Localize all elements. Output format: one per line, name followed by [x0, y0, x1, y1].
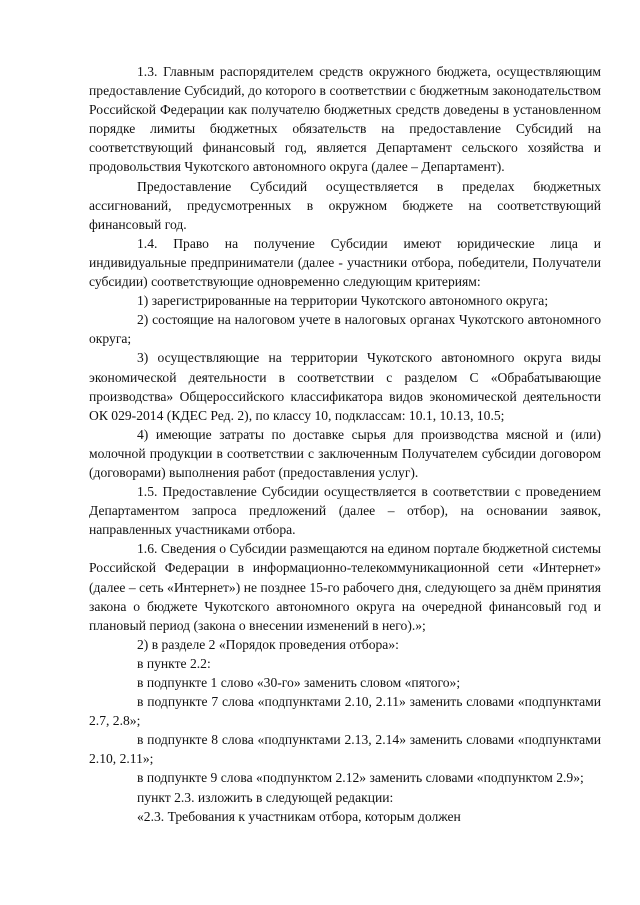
- criterion-2: 2) состоящие на налоговом учете в налоговых органах Чукотского автономного округа;: [89, 312, 601, 347]
- paragraph-1-6: 1.6. Сведения о Субсидии размещаются на едином портале бюджетной системы Российской Федерации в информационно-телекоммуникационной сети «Интернет» (далее – сеть «Интернет») не позднее 15-го рабочего дня, следующего за днём принятия закона о бюджете Чукотского автономного округа на очередной финансовый год и плановый период (закона о внесении изменений в него).»;: [89, 541, 601, 633]
- paragraph-1-3: 1.3. Главным распорядителем средств окружного бюджета, осуществляющим предоставление Субсидий, до которого в соответствии с бюджетным законодательством Российской Федерации как получателю бюджетных средств доведены в установленном порядке лимиты бюджетных обязательств на предоставление Субсидий на соответствующий финансовый год, является Департамент сельского хозяйства и продовольствия Чукотского автономного округа (далее – Департамент).: [89, 64, 601, 175]
- amendment-subitem-8: в подпункте 8 слова «подпунктами 2.13, 2.14» заменить словами «подпунктами 2.10, 2.11»;: [89, 732, 601, 767]
- document-page: [89, 62, 601, 826]
- criterion-4: 4) имеющие затраты по доставке сырья для производства мясной и (или) молочной продукции в соответствии с заключенным Получателем субсидии договором (договорами) выполнения работ (предоставления услуг).: [89, 426, 601, 480]
- amendment-item-2-3: пункт 2.3. изложить в следующей редакции:: [137, 789, 394, 805]
- paragraph-1-4: 1.4. Право на получение Субсидии имеют юридические лица и индивидуальные предприниматели (далее - участники отбора, победители, Получатели субсидии) соответствующие одновременно следующим критериям:: [89, 235, 601, 290]
- criterion-1: 1) зарегистрированные на территории Чукотского автономного округа;: [137, 293, 549, 309]
- paragraph-subsidy-budget: Предоставление Субсидий осуществляется в пределах бюджетных ассигнований, предусмотренных в окружном бюджете на соответствующий финансовый год.: [89, 178, 601, 232]
- amendment-subitem-9: в подпункте 9 слова «подпунктом 2.12» заменить словами «подпунктом 2.9»;: [137, 770, 584, 786]
- amendment-item-2-2: в пункте 2.2:: [137, 655, 211, 671]
- amendment-subitem-1: в подпункте 1 слово «30-го» заменить словом «пятого»;: [137, 675, 461, 690]
- amendment-section-2: 2) в разделе 2 «Порядок проведения отбора»:: [137, 636, 399, 652]
- paragraph-1-5: 1.5. Предоставление Субсидии осуществляется в соответствии с проведением Департаментом запроса предложений (далее – отбор), на основании заявок, направленных участниками отбора.: [89, 484, 601, 538]
- criterion-3: 3) осуществляющие на территории Чукотского автономного округа виды экономической деятельности в соответствии с разделом С «Обрабатывающие производства» Общероссийского классификатора видов экономической деятельности ОК 029-2014 (КДЕС Ред. 2), по классу 10, подклассам: 10.1, 10.13, 10.5;: [89, 350, 601, 423]
- paragraph-2-3-start: «2.3. Требования к участникам отбора, которым должен: [137, 808, 461, 824]
- amendment-subitem-7: в подпункте 7 слова «подпунктами 2.10, 2.11» заменить словами «подпунктами 2.7, 2.8»;: [89, 694, 601, 729]
